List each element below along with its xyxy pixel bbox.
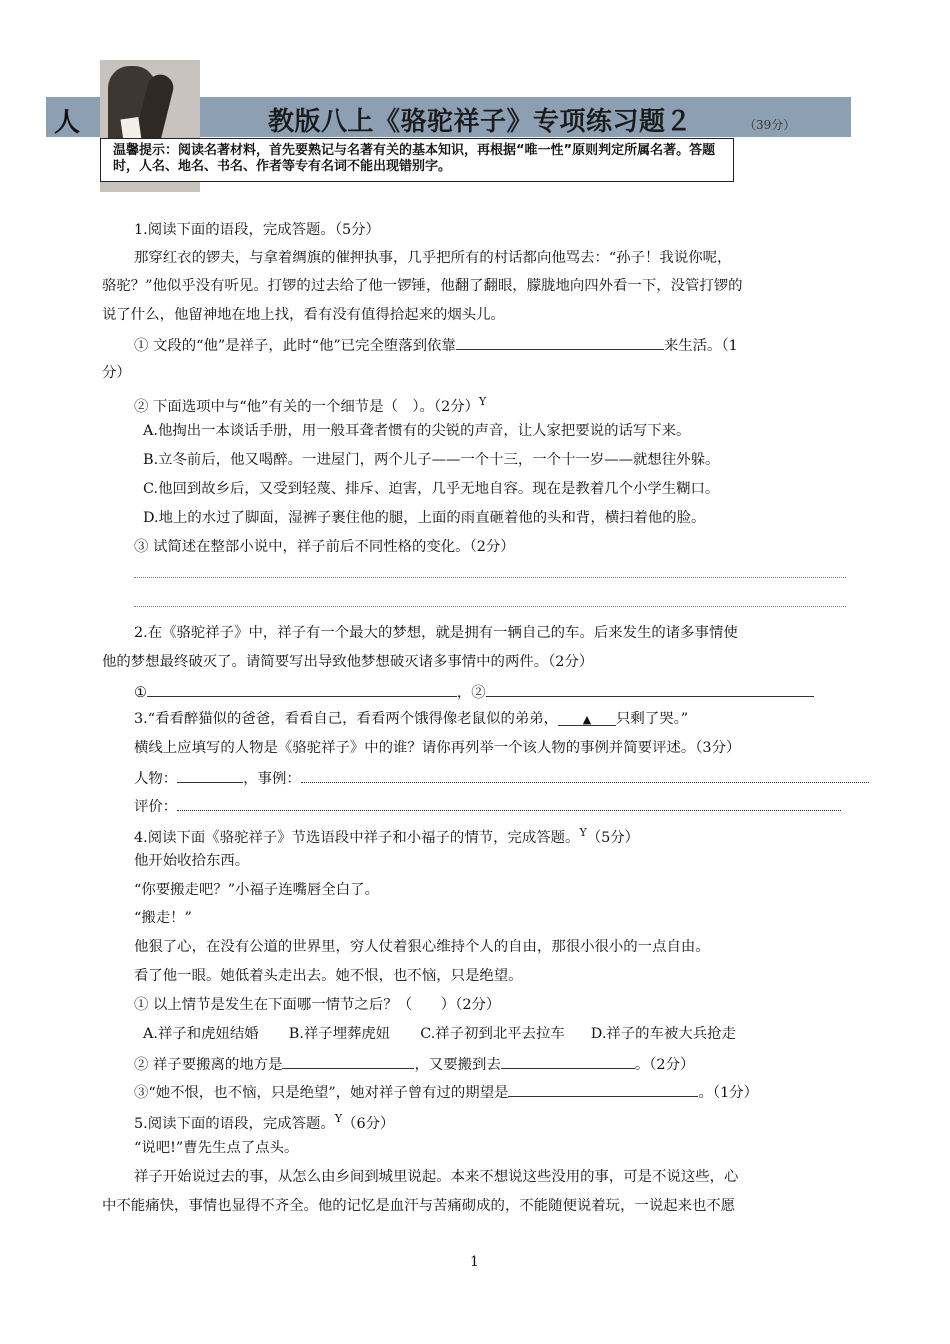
q4-passage-line: “你要搬走吧？”小福子连嘴唇全白了。: [134, 882, 379, 898]
q4-options: [143, 1024, 736, 1044]
q1-sub2-text: ② 下面选项中与“他”有关的一个细节是（ ）。（2分）: [134, 398, 480, 415]
mark: Y: [334, 1112, 343, 1125]
option-a: A.他掏出一本谈话手册，用一般耳聋者惯有的尖锐的声音，让人家把要说的话写下来。: [143, 423, 691, 439]
q4-passage-line: “搬走！”: [134, 910, 192, 926]
answer-blank[interactable]: [456, 334, 664, 350]
q1-passage-line: 那穿红衣的锣夫，与拿着绸旗的催押执事，几乎把所有的村话都向他骂去：“孙子！我说你呢，: [134, 250, 732, 266]
banner-prefix: 人: [54, 108, 81, 138]
answer-blank[interactable]: [501, 1053, 635, 1069]
q4-sub1: ① 以上情节是发生在下面哪一情节之后？（ ）（2分）: [134, 997, 501, 1013]
q2-heading: 2.在《骆驼祥子》中，祥子有一个最大的梦想，就是拥有一辆自己的车。后来发生的诸多事情使: [134, 625, 738, 641]
q4-sub3-text: ③“她不恨，也不恼，只是绝望”，她对祥子曾有过的期望是: [134, 1085, 509, 1101]
option-d: D.地上的水过了脚面，湿裤子裹住他的腿，上面的雨直砸着他的头和背，横扫着他的脸。: [143, 510, 706, 526]
q5-passage-line: 祥子开始说过去的事，从怎么由乡间到城里说起。本来不想说这些没用的事，可是不说这些，心: [134, 1169, 739, 1185]
q2-heading-cont: 他的梦想最终破灭了。请简要写出导致他梦想破灭诸多事情中的两件。（2分）: [102, 654, 594, 670]
q5-heading: [134, 1109, 394, 1134]
mark: Y: [479, 395, 487, 408]
q3-question: 横线上应填写的人物是《骆驼祥子》中的谁？请你再列举一个该人物的事例并简要评述。（3分）: [134, 740, 741, 756]
q1-passage-line: 说了什么，他留神地在地上找，看有没有值得拾起来的烟头儿。: [102, 307, 505, 323]
q4-sub2-text: ② 祥子要搬离的地方是: [134, 1057, 283, 1073]
answer-blank[interactable]: [486, 681, 814, 697]
answer-line[interactable]: [134, 606, 846, 607]
answer-blank[interactable]: [177, 795, 841, 811]
option-c: C.他回到故乡后，又受到轻蔑、排斥、迫害，几乎无地自容。现在是教着几个小学生糊口。: [143, 481, 720, 497]
q5-text: 5.阅读下面的语段，完成答题。: [134, 1115, 335, 1132]
option-c: C.祥子初到北平去拉车: [420, 1026, 565, 1042]
q4-sub3: [134, 1081, 758, 1103]
q3-text: 3.“看看醉猫似的爸爸，看看自己，看看两个饿得像老鼠似的弟弟，: [134, 711, 559, 727]
page-title: 教版八上《骆驼祥子》专项练习题２: [268, 107, 693, 137]
option-b: B.立冬前后，他又喝醉。一进屋门，两个儿子——一个十三，一个十一岁——就想往外躲。: [143, 452, 720, 468]
answer-blank[interactable]: ▲: [558, 710, 616, 726]
answer-line[interactable]: [134, 577, 846, 578]
q4-sub2-score: 。（2分）: [634, 1057, 695, 1073]
q5-passage-line: “说吧!”曹先生点了点头。: [134, 1140, 299, 1156]
q1-sub1-cont: 分）: [102, 365, 131, 381]
q1-sub1: [134, 334, 738, 356]
answer-blank[interactable]: [301, 767, 869, 783]
q4-passage-line: 看了他一眼。她低着头走出去。她不恨，也不恼，只是绝望。: [134, 968, 523, 984]
q1-sub3: ③ 试简述在整部小说中，祥子前后不同性格的变化。（2分）: [134, 539, 515, 555]
total-score: （39分）: [744, 118, 796, 132]
q4-sub2: [134, 1053, 694, 1075]
q3-heading: [134, 709, 688, 729]
q2-answers: [134, 681, 814, 703]
answer-blank[interactable]: [508, 1081, 698, 1097]
q1-sub1-score: 来生活。（1: [663, 338, 738, 354]
q4-text: 4.阅读下面《骆驼祥子》节选语段中祥子和小福子的情节，完成答题。: [134, 829, 580, 846]
q4-sub3-score: 。（1分）: [698, 1085, 759, 1101]
answer-blank[interactable]: [282, 1053, 414, 1069]
q1-heading: 1.阅读下面的语段，完成答题。（5分）: [134, 222, 380, 238]
q5-score: （6分）: [342, 1115, 395, 1132]
answer-label: ，②: [456, 685, 486, 701]
option-b: B.祥子埋葬虎妞: [288, 1026, 391, 1042]
q4-passage-line: 他狠了心，在没有公道的世界里，穷人仗着狠心维持个人的自由，那很小很小的一点自由。: [134, 939, 710, 955]
answer-label: ，事例：: [243, 771, 301, 787]
answer-blank[interactable]: [177, 767, 243, 783]
option-a: A.祥子和虎妞结婚: [143, 1026, 259, 1042]
answer-blank[interactable]: [147, 681, 457, 697]
q3-answers: [134, 767, 869, 789]
option-d: D.祥子的车被大兵抢走: [590, 1026, 736, 1042]
q3-text-end: 只剩了哭。”: [616, 711, 689, 727]
q1-sub2: [134, 392, 486, 417]
q5-passage-line: 中不能痛快，事情也显得不齐全。他的记忆是血汗与苦痛砌成的，不能随便说着玩，一说起来也不愿: [102, 1198, 736, 1214]
tip-box: 温馨提示：阅读名著材料，首先要熟记与名著有关的基本知识，再根据“唯一性”原则判定所属名著。答题时，人名、地名、书名、作者等专有名词不能出现错别字。: [100, 138, 734, 182]
answer-label: ①: [134, 685, 147, 701]
q4-sub2-text: ，又要搬到去: [414, 1057, 501, 1073]
answer-label: 评价：: [134, 799, 178, 815]
answer-label: 人物：: [134, 771, 178, 787]
q3-evaluation: [134, 795, 841, 817]
q4-heading: [134, 823, 639, 848]
q1-sub1-text: ① 文段的“他”是祥子，此时“他”已完全堕落到依靠: [134, 338, 456, 354]
mark: Y: [579, 826, 587, 839]
q4-score: （5分）: [586, 829, 640, 846]
q1-passage-line: 骆驼？”他似乎没有听见。打锣的过去给了他一锣锤，他翻了翻眼，朦胧地向四外看一下，没管打锣的: [102, 278, 743, 294]
q4-passage-line: 他开始收拾东西。: [134, 853, 250, 869]
page-number: 1: [470, 1254, 479, 1270]
